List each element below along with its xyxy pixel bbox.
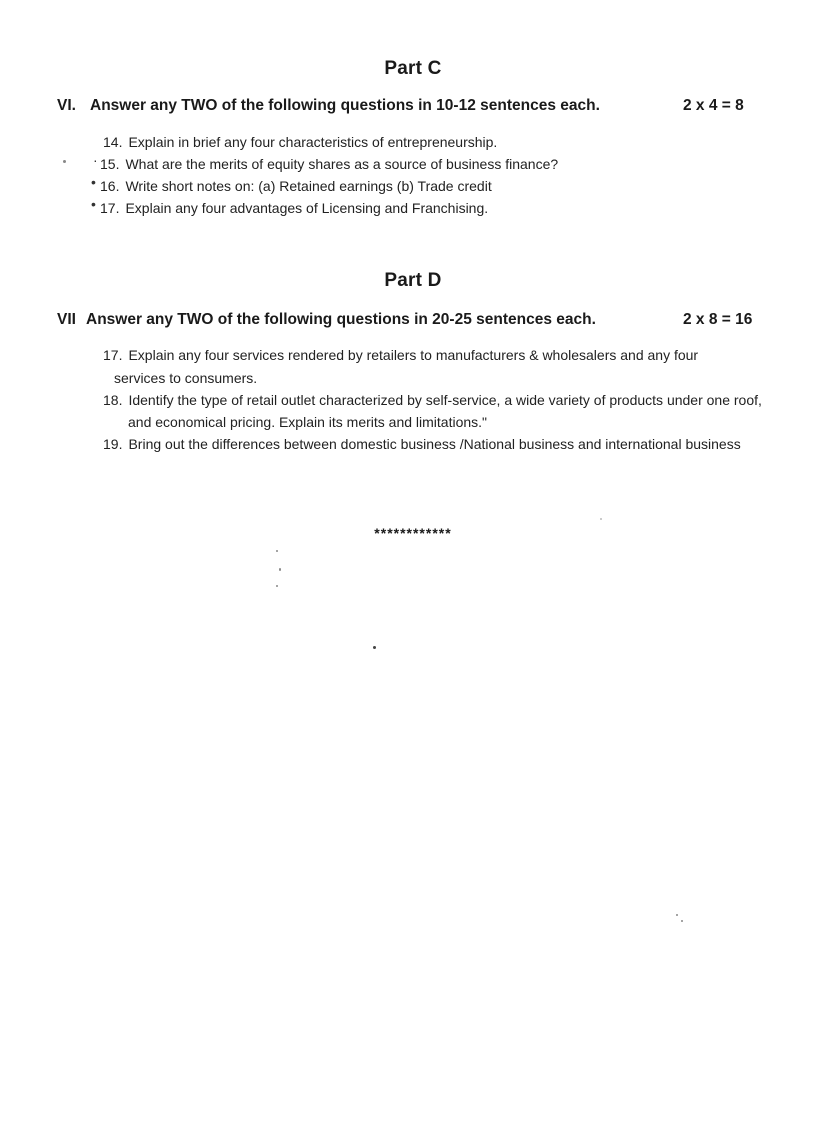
question-15: [100, 156, 558, 172]
question-text: Identify the type of retail outlet characterized by self-service, a wide variety of products under one roof,: [128, 392, 762, 408]
scan-speck: [373, 646, 376, 649]
question-number: 18.: [103, 392, 123, 408]
question-number: 15.: [100, 156, 120, 172]
question-17-part-d: [103, 347, 698, 363]
question-14: [103, 134, 497, 150]
section-vi-marks: 2 x 4 = 8: [683, 97, 744, 114]
margin-tick: •: [91, 174, 96, 190]
scan-speck: [676, 914, 678, 916]
question-text: Bring out the differences between domestic business /National business and international business: [128, 436, 741, 452]
question-16: [100, 178, 492, 194]
question-18-continued: and economical pricing. Explain its merits and limitations.": [128, 414, 488, 430]
question-number: 17.: [103, 347, 123, 363]
question-text: Explain any four advantages of Licensing and Franchising.: [125, 200, 489, 216]
margin-tick: •: [91, 196, 96, 212]
scan-speck: [681, 920, 683, 922]
question-text: What are the merits of equity shares as a source of business finance?: [125, 156, 559, 172]
section-vii-instruction: Answer any TWO of the following questions in 20-25 sentences each.: [86, 311, 596, 328]
question-number: 16.: [100, 178, 120, 194]
question-number: 14.: [103, 134, 123, 150]
question-number: 19.: [103, 436, 123, 452]
scan-speck: [63, 160, 66, 163]
end-of-paper-marker: ************: [374, 525, 452, 541]
section-vii-marks: 2 x 8 = 16: [683, 311, 753, 328]
scan-speck: [279, 568, 281, 571]
question-17-part-c: [100, 200, 488, 216]
scan-speck: [276, 550, 278, 552]
section-vi-instruction: Answer any TWO of the following questions in 10-12 sentences each.: [90, 97, 600, 114]
question-19: [103, 436, 741, 452]
scan-speck: [600, 518, 602, 520]
section-vii-number: VII: [57, 311, 76, 328]
question-18: [103, 392, 762, 408]
question-17-part-d-continued: services to consumers.: [114, 370, 258, 386]
question-text: Write short notes on: (a) Retained earnings (b) Trade credit: [125, 178, 492, 194]
question-text: Explain any four services rendered by retailers to manufacturers & wholesalers and any four: [128, 347, 699, 363]
section-vi-number: VI.: [57, 97, 76, 114]
question-number: 17.: [100, 200, 120, 216]
scan-speck: [276, 585, 278, 587]
part-d-title: Part D: [384, 270, 442, 291]
question-text: Explain in brief any four characteristics of entrepreneurship.: [128, 134, 498, 150]
part-c-title: Part C: [384, 58, 442, 79]
margin-tick: ·: [93, 152, 98, 168]
